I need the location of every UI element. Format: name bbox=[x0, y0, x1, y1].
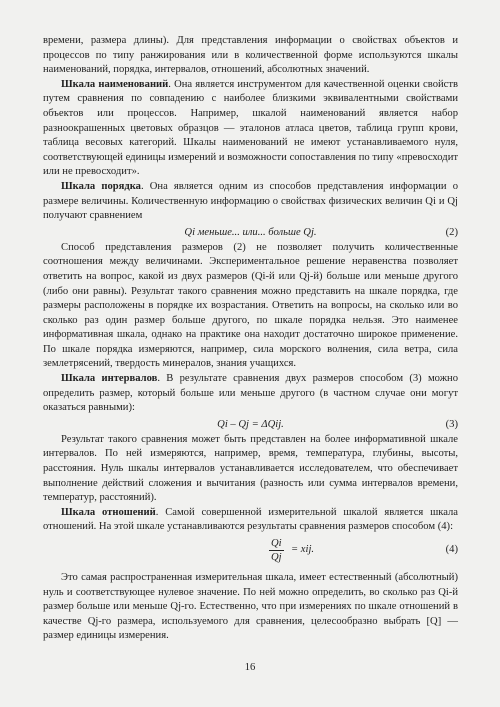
interval-scale-text: . В результате сравнения двух размеров способом (3) можно определить размер, который больше или меньше другого (в частном случае они могут оказаться равными): bbox=[43, 373, 459, 414]
formula-4 bbox=[43, 535, 458, 571]
heading-interval-scale: Шкала интервалов bbox=[61, 373, 158, 385]
paragraph-ratio-scale bbox=[43, 506, 458, 535]
paragraph-interval-explained: Результат такого сравнения может быть представлен на более информативной шкале интервалов. По ней измеряются, например, время, температура, глубины, высоты, расстояния. Нуль шкалы интервалов устанавливается исследователем, что обеспечивает выполнение действий сложения и вычитания (разность или сумма интервалов времени, температур, расстояний). bbox=[43, 433, 458, 504]
formula-4-number: (4) bbox=[445, 544, 458, 555]
formula-3 bbox=[43, 416, 458, 433]
order-scale-text: . Она является одним из способов представления информации о размере величины. Количественную информацию о свойствах физических величин Qi и Qj получают сравнением bbox=[43, 180, 458, 222]
paragraph-intro: времени, размера длины). Для представления информации о свойствах объектов и процессов по типу ранжирования или в количественной форме используются шкалы наименований, порядка, интервалов, отношений, абсолютных значений. bbox=[43, 35, 458, 76]
formula-4-denominator: Qj bbox=[271, 552, 282, 563]
heading-ratio-scale: Шкала отношений bbox=[61, 506, 156, 518]
formula-4-rest: = xij. bbox=[291, 544, 315, 555]
paragraph-naming-scale bbox=[43, 78, 458, 180]
formula-2-expression: Qi меньше... или... больше Qj. bbox=[184, 226, 317, 238]
formula-2 bbox=[43, 224, 458, 241]
paragraph-order-scale bbox=[43, 180, 458, 224]
heading-naming-scale: Шкала наименований bbox=[61, 78, 169, 90]
paragraph-order-explained: Способ представления размеров (2) не позволяет получить количественные соотношения между величинами. Экспериментальное решение неравенства позволяет ответить на вопрос, какой из двух размеров (Qi-й или Qj-й) больше или меньше другого (либо они равны). Результат такого сравнения можно представить на шкале порядка, где размеры расположены в порядке их возрастания. Ответить на вопросы, на сколько или во сколько раз один размер больше другого, по шкале порядка нельзя. Это наименее информативная шкала, однако на практике она находит достаточно широкое применение. По шкале порядка измеряются, например, сила морского волнения, сила ветра, сила землетрясений, твердость минералов, знания учащихся. bbox=[43, 241, 458, 370]
formula-2-number: (2) bbox=[445, 226, 458, 238]
paragraph-ratio-explained: Это самая распространенная измерительная шкала, имеет естественный (абсолютный) нуль и соответствующее нулевое значение. По ней можно определить, во сколько раз Qi-й размер больше или меньше Qj-го. Естественно, что при измерениях по шкале отношений в качестве Qj-го размера, используемого для сравнения, целесообразно выбрать [Q] — размер единицы измерения. bbox=[43, 572, 458, 642]
formula-3-number: (3) bbox=[445, 418, 458, 430]
formula-4-fraction bbox=[269, 537, 284, 564]
page-number: 16 bbox=[244, 662, 256, 673]
ratio-scale-text: . Самой совершенной измерительной шкалой является шкала отношений. На этой шкале устанавливаются результаты сравнения размеров способом (4): bbox=[43, 506, 459, 533]
paragraph-interval-scale bbox=[43, 372, 458, 416]
formula-3-expression: Qi – Qj = ΔQij. bbox=[217, 418, 284, 430]
formula-4-numerator: Qi bbox=[271, 538, 282, 549]
heading-order-scale: Шкала порядка bbox=[61, 180, 141, 192]
naming-scale-text: . Она является инструментом для качественной оценки свойств путем сравнения по совпадению с наиболее близкими эквивалентными свойствами объектов или процессов. Например, шкалой наименований является набор разноокрашенных цветовых образцов — эталонов атласа цветов, таблица групп крови, таблица весовых категорий. Шкалы наименований не имеют устанавливаемого нуля, соответствующей единицы измерений и возможности сопоставления по типу «превосходит или не превосходит». bbox=[43, 78, 458, 178]
